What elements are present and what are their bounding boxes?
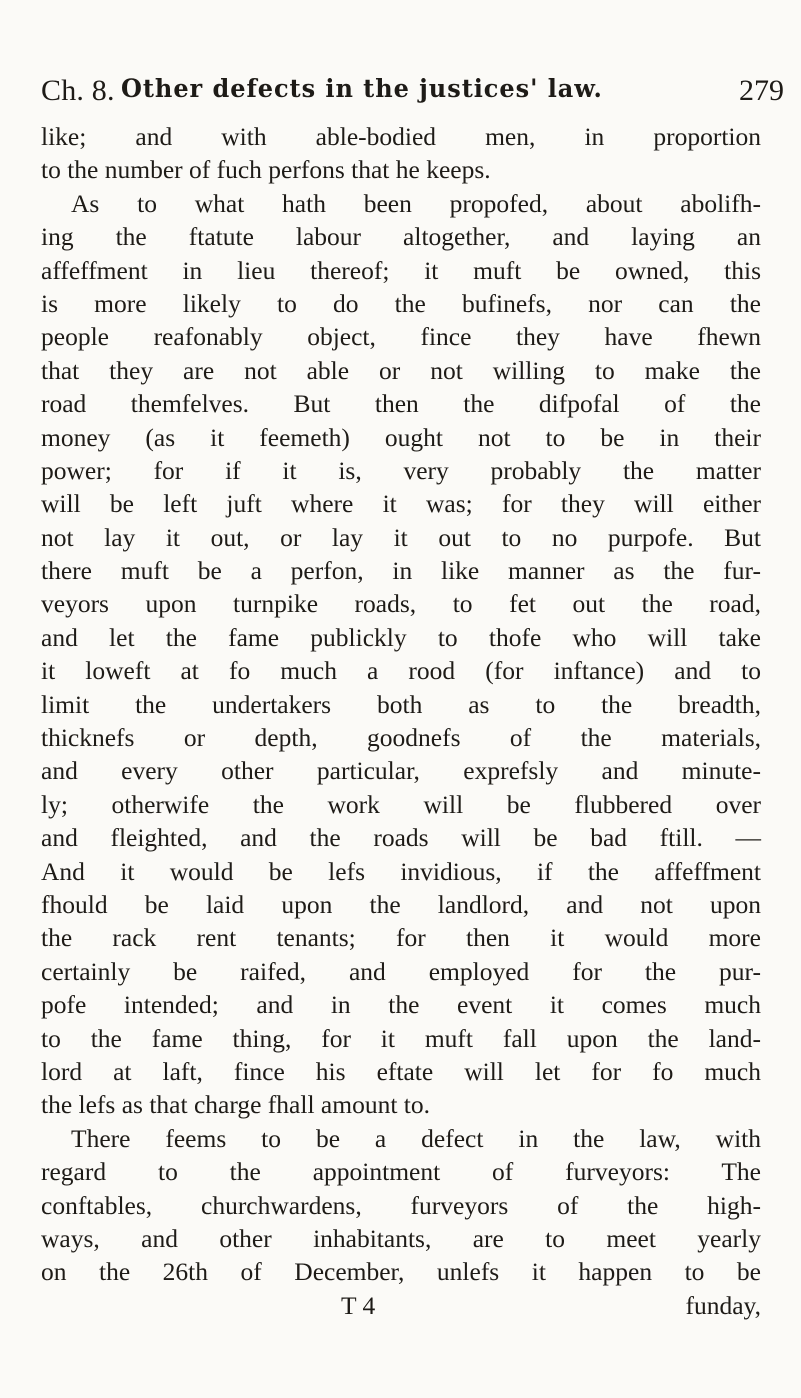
text-line: and let the fame publickly to thofe who will take	[41, 622, 761, 652]
text-line: to the number of fuch perfons that he keeps.	[41, 155, 491, 185]
text-line: There feems to be a defect in the law, with	[71, 1123, 761, 1153]
text-line: to the fame thing, for it muft fall upon the land-	[41, 1023, 761, 1053]
text-line: not lay it out, or lay it out to no purpofe. But	[41, 522, 761, 552]
text-line: pofe intended; and in the event it comes much	[41, 990, 761, 1020]
text-line: As to what hath been propofed, about abolifh-	[71, 188, 761, 218]
text-line: limit the undertakers both as to the breadth,	[41, 689, 761, 719]
running-title: Other defects in the justices' law.	[121, 74, 603, 103]
text-line: veyors upon turnpike roads, to fet out the road,	[41, 589, 761, 619]
text-line: ways, and other inhabitants, are to meet yearly	[41, 1223, 761, 1253]
page-number: 279	[739, 74, 784, 107]
chapter-reference: Ch. 8.	[41, 74, 115, 107]
text-line: is more likely to do the bufinefs, nor can the	[41, 288, 761, 318]
text-line: will be left juft where it was; for they will either	[41, 489, 761, 519]
text-line: thicknefs or depth, goodnefs of the materials,	[41, 723, 761, 753]
text-line: lord at laft, fince his eftate will let for fo much	[41, 1056, 761, 1086]
text-line: it loweft at fo much a rood (for inftance) and to	[41, 656, 761, 686]
text-line: like; and with able-bodied men, in proportion	[41, 122, 761, 151]
text-line: conftables, churchwardens, furveyors of the high-	[41, 1190, 761, 1220]
text-line: affeffment in lieu thereof; it muft be owned, this	[41, 255, 761, 285]
text-line: the rack rent tenants; for then it would more	[41, 923, 761, 953]
text-line: power; for if it is, very probably the matter	[41, 455, 761, 485]
text-line: on the 26th of December, unlefs it happen to be	[41, 1257, 761, 1287]
text-line: fhould be laid upon the landlord, and not upon	[41, 889, 761, 919]
catchword: funday,	[685, 1290, 761, 1320]
text-line: regard to the appointment of furveyors: The	[41, 1157, 761, 1187]
text-line: people reafonably object, fince they have fhewn	[41, 322, 761, 352]
text-line: the lefs as that charge fhall amount to.	[41, 1090, 430, 1120]
text-line: that they are not able or not willing to make the	[41, 355, 761, 385]
text-line: And it would be lefs invidious, if the affeffment	[41, 856, 761, 886]
text-line: ly; otherwife the work will be flubbered over	[41, 789, 761, 819]
body-text	[41, 120, 761, 1322]
text-line: ing the ftatute labour altogether, and laying an	[41, 222, 761, 252]
text-line: certainly be raifed, and employed for the pur-	[41, 956, 761, 986]
text-line: and fleighted, and the roads will be bad ftill. —	[41, 823, 761, 853]
text-line: there muft be a perfon, in like manner as the fur-	[41, 556, 761, 586]
signature-mark: T 4	[341, 1290, 376, 1320]
text-line: road themfelves. But then the difpofal of the	[41, 389, 761, 419]
running-head	[41, 74, 784, 114]
text-line: and every other particular, exprefsly and minute-	[41, 756, 761, 786]
page-footer	[41, 1289, 761, 1322]
text-line: money (as it feemeth) ought not to be in their	[41, 422, 761, 452]
